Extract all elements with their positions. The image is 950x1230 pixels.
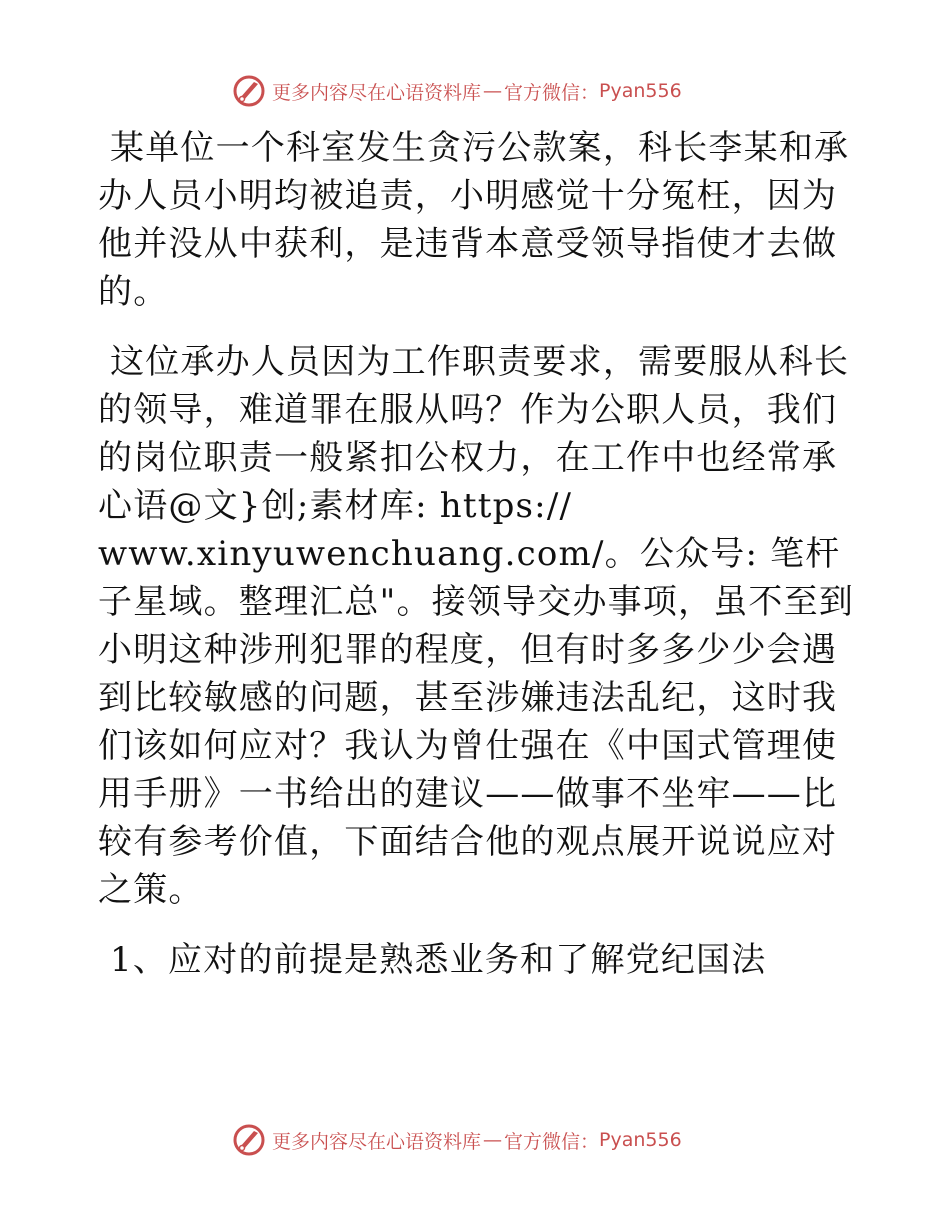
paragraph-1: 某单位一个科室发生贪污公款案，科长李某和承办人员小明均被追责，小明感觉十分冤枉，因为他并没从中获利，是违背本意受领导指使才去做的。 [98, 128, 850, 312]
paragraph-2: 这位承办人员因为工作职责要求，需要服从科长的领导，难道罪在服从吗？作为公职人员，我们的岗位职责一般紧扣公权力，在工作中也经常承心语@文}创;素材库: https:// www.xinyuwenchuang.com/。公众号: 笔杆子星域。整理汇总"。接领导交办事项，虽不至到小明这种涉刑犯罪的程度，但有时多多少少会遇到比较敏感的问题，甚至涉嫌违法乱纪，这时我们该如何应对？我认为曾仕强在《中国式管理使用手册》一书给出的建议——做事不坐牢——比较有参考价值，下面结合他的观点展开说说应对之策。 [98, 342, 855, 910]
banner-dash: — [483, 1129, 503, 1151]
paragraph-3-heading: 1、应对的前提是熟悉业务和了解党纪国法 [98, 940, 767, 980]
quill-pen-logo-icon [232, 74, 266, 108]
document-body [98, 122, 858, 984]
banner-wechat-id: Pyan556 [599, 80, 682, 102]
banner-main-text: 更多内容尽在心语资料库 [272, 81, 482, 104]
banner-main-text: 更多内容尽在心语资料库 [272, 1130, 482, 1153]
footer-watermark-banner [232, 1123, 682, 1157]
banner-dash: — [483, 80, 503, 102]
quill-pen-logo-icon [232, 1123, 266, 1157]
banner-wechat-label: 官方微信： [504, 1130, 600, 1153]
header-watermark-banner [232, 74, 682, 108]
banner-wechat-label: 官方微信： [504, 81, 600, 104]
banner-wechat-id: Pyan556 [599, 1129, 682, 1151]
